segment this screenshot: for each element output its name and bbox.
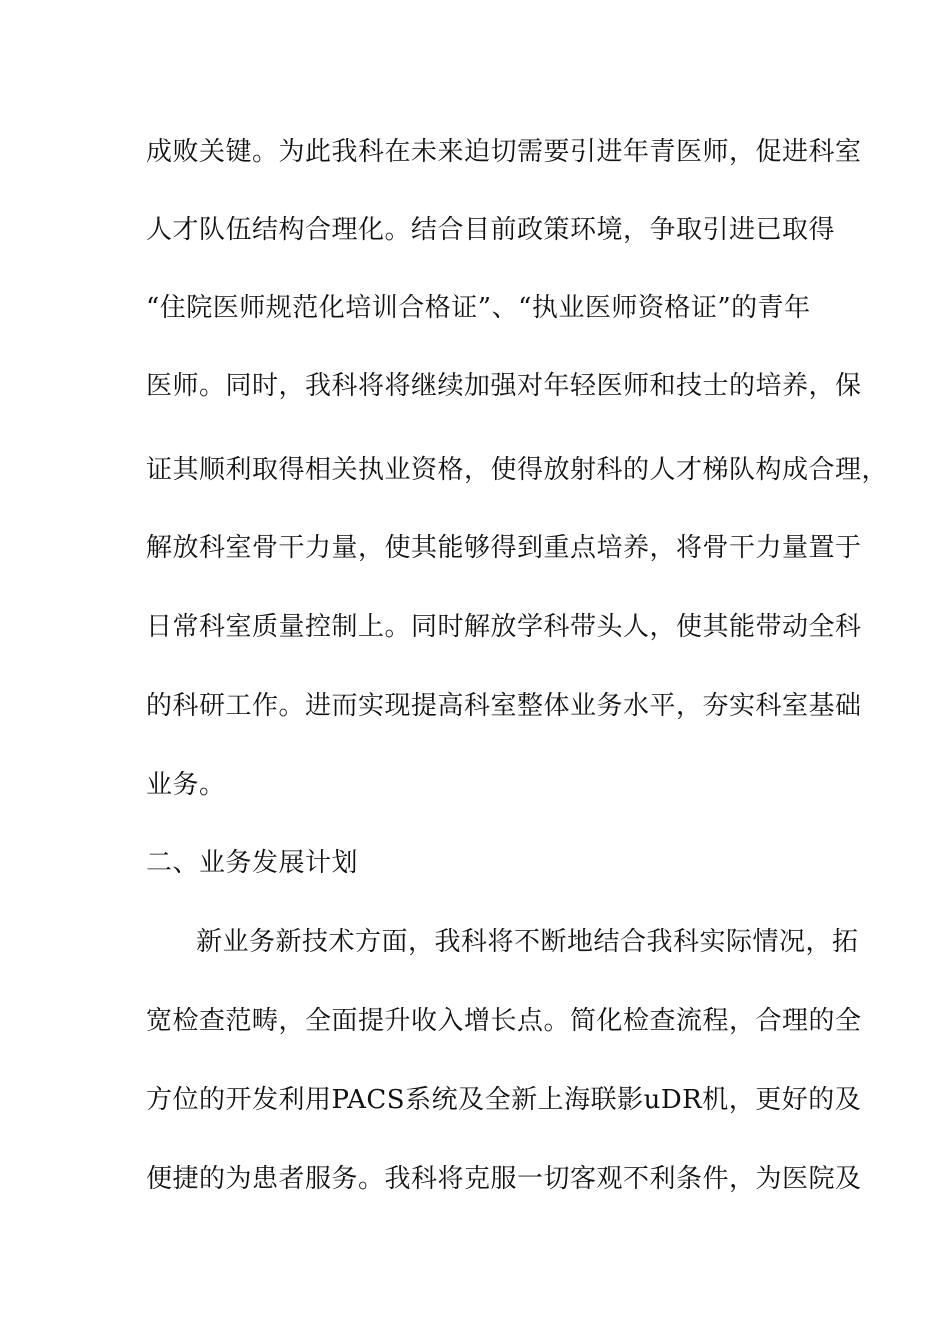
- body-text-line: 日常科室质量控制上。同时解放学科带头人，使其能带动全科: [146, 612, 862, 642]
- body-text-line: 人才队伍结构合理化。结合目前政策环境，争取引进已取得: [146, 215, 836, 245]
- body-text-line: 医师。同时，我科将将继续加强对年轻医师和技士的培养，保: [146, 371, 862, 401]
- body-text-line: 新业务新技术方面，我科将不断地结合我科实际情况，拓: [196, 927, 859, 957]
- body-text-line: 便捷的为患者服务。我科将克服一切客观不利条件，为医院及: [146, 1164, 862, 1194]
- section-heading: 二、业务发展计划: [146, 848, 359, 878]
- body-text-line: 成败关键。为此我科在未来迫切需要引进年青医师，促进科室: [146, 137, 862, 167]
- body-text-line: “住院医师规范化培训合格证”、“执业医师资格证”的青年: [146, 293, 811, 323]
- body-text-line: 解放科室骨干力量，使其能够得到重点培养，将骨干力量置于: [146, 533, 862, 563]
- body-text-line: 方位的开发利用PACS系统及全新上海联影uDR机，更好的及: [146, 1085, 862, 1115]
- body-text-line: 宽检查范畴，全面提升收入增长点。简化检查流程，合理的全: [146, 1006, 862, 1036]
- body-text-line: 业务。: [146, 770, 226, 800]
- body-text-line: 证其顺利取得相关执业资格，使得放射科的人才梯队构成合理，: [146, 455, 889, 485]
- body-text-line: 的科研工作。进而实现提高科室整体业务水平，夯实科室基础: [146, 691, 862, 721]
